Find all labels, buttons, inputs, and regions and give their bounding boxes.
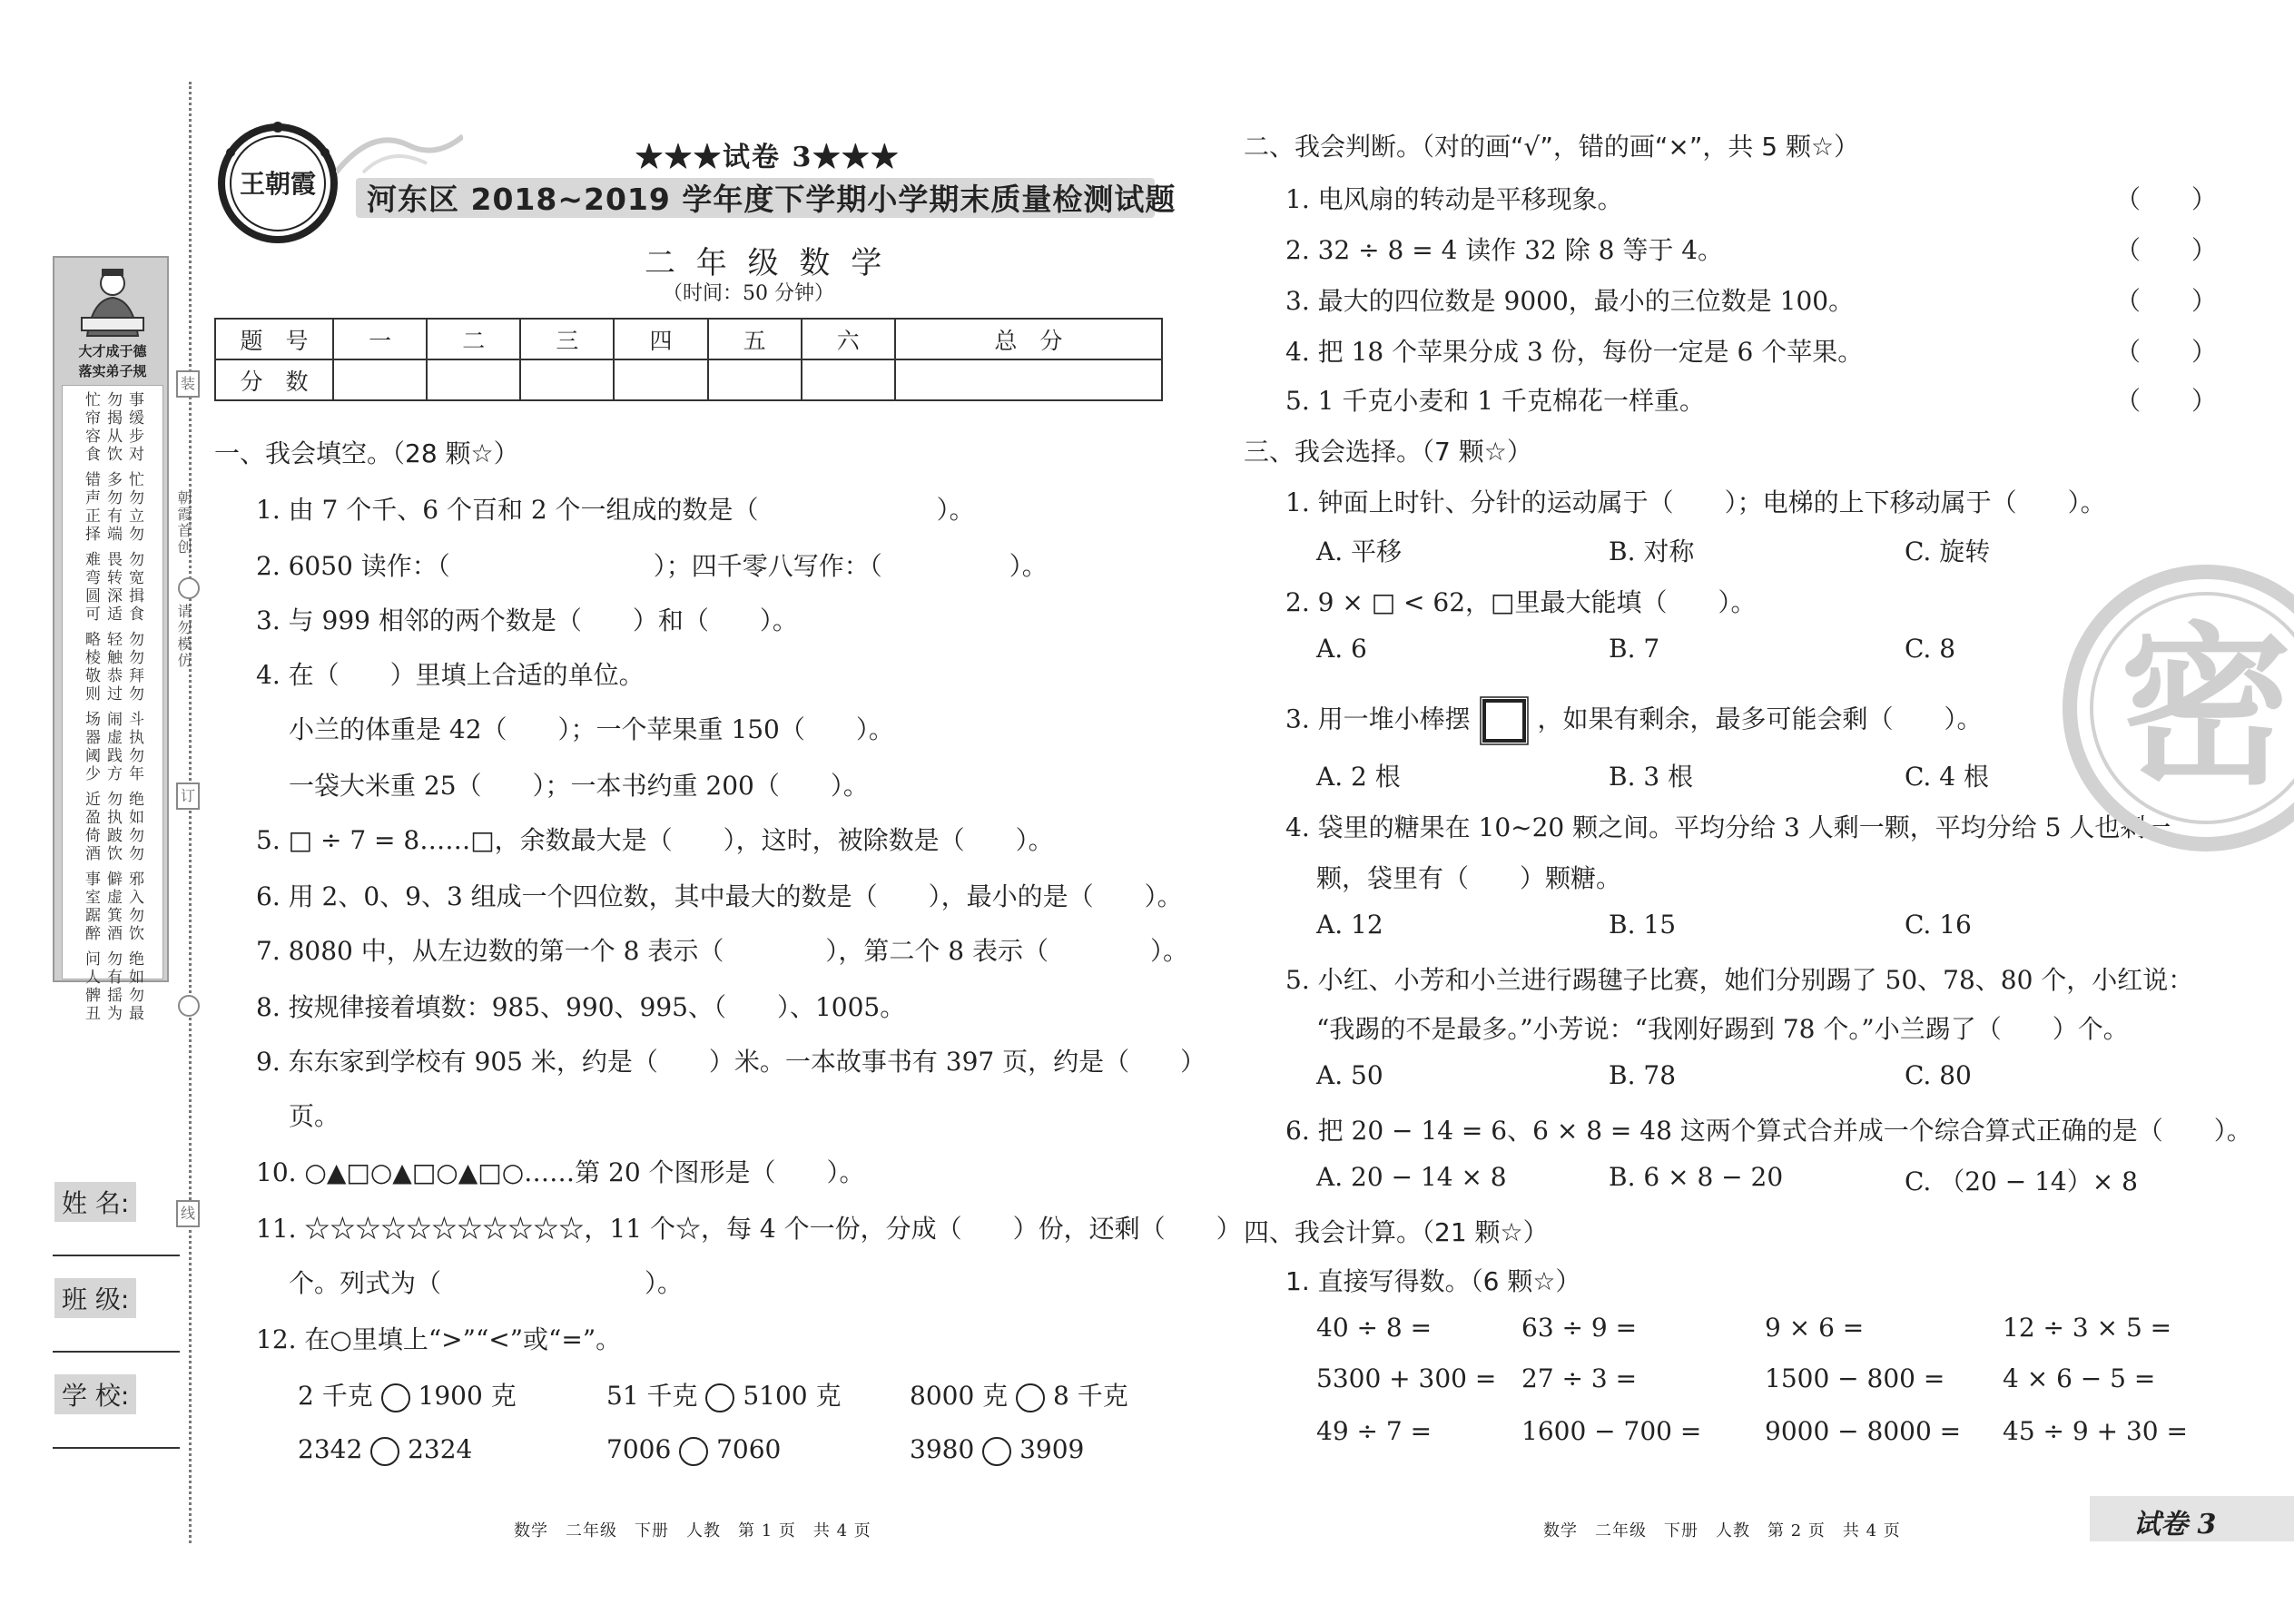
calc-item[interactable]: 12 ÷ 3 × 5 = [2003,1313,2172,1343]
choice-5-option-a[interactable]: A. 50 [1316,1060,1383,1090]
choice-question-4b: 颗，袋里有（ ）颗糖。 [1316,863,1622,893]
score-cell[interactable] [520,359,614,400]
choice-6-option-c[interactable]: C. （20 − 14）× 8 [1905,1166,2138,1196]
calc-item[interactable]: 49 ÷ 7 = [1316,1416,1433,1446]
choice-2-option-c[interactable]: C. 8 [1905,634,1956,664]
motto-panel [53,256,169,1023]
part1-question-9b: 页。 [289,1101,340,1131]
part3-heading: 三、我会选择。（7 颗☆） [1244,437,1532,467]
matchstick-square-icon [1479,695,1530,746]
judge-item-1: 1. 电风扇的转动是平移现象。 [1285,184,1623,214]
choice-question-3: 3. 用一堆小棒摆 ，如果有剩余，最多可能会剩（ ）。 [1285,695,1982,746]
choice-1-option-a[interactable]: A. 平移 [1316,536,1403,566]
part1-question-8: 8. 按规律接着填数：985、990、995、（ ）、1005。 [256,992,906,1022]
calc-item[interactable]: 27 ÷ 3 = [1521,1363,1638,1393]
score-table-score-row: 分 数 [215,359,1162,400]
compare-circle[interactable] [1016,1383,1045,1412]
score-cell[interactable] [895,359,1162,400]
part1-question-1: 1. 由 7 个千、6 个百和 2 个一组成的数是（ ）。 [256,495,975,525]
choice-4-option-c[interactable]: C. 16 [1905,910,1972,940]
footer-left: 数学 二年级 下册 人教 第 1 页 共 4 页 [514,1521,871,1540]
choice-5-option-b[interactable]: B. 78 [1609,1060,1677,1090]
ribbon-decoration-icon [336,118,463,182]
compare-circle[interactable] [705,1383,734,1412]
school-label: 学 校: [54,1374,136,1414]
choice-question-4: 4. 袋里的糖果在 10~20 颗之间。平均分给 3 人剩一颗，平均分给 5 人也剩一 [1285,812,2171,842]
part1-question-2: 2. 6050 读作：（ ）；四千零八写作：（ ）。 [256,551,1048,581]
footer-right: 数学 二年级 下册 人教 第 2 页 共 4 页 [1543,1521,1901,1540]
choice-1-option-c[interactable]: C. 旋转 [1905,536,1991,566]
calc-item[interactable]: 40 ÷ 8 = [1316,1313,1433,1343]
score-cell[interactable] [333,359,427,400]
confidential-seal-icon [2061,563,2294,853]
score-cell[interactable] [614,359,707,400]
binding-hole-2 [178,995,200,1017]
choice-question-2: 2. 9 × □ < 62，□里最大能填（ ）。 [1285,587,1757,617]
score-cell[interactable] [802,359,895,400]
choice-2-option-b[interactable]: B. 7 [1609,634,1660,664]
exam-number: ★★★试卷 3★★★ [635,142,901,173]
exam-title: 河东区 2018~2019 学年度下学期小学期末质量检测试题 [367,182,1177,217]
choice-1-option-b[interactable]: B. 对称 [1609,536,1695,566]
part1-question-9: 9. 东东家到学校有 905 米，约是（ ）米。一本故事书有 397 页，约是（ ） [256,1047,1206,1077]
compare-circle[interactable] [370,1437,399,1466]
compare-circle[interactable] [679,1437,708,1466]
judge-answer-5[interactable]: （ ） [2115,386,2218,416]
class-label: 班 级: [54,1278,136,1318]
part1-question-3: 3. 与 999 相邻的两个数是（ ）和（ ）。 [256,605,798,635]
calc-item[interactable]: 1500 − 800 = [1765,1363,1945,1393]
publisher-logo-icon [211,116,345,251]
binding-tag-2: 订 [176,782,200,810]
part1-question-4: 4. 在（ ）里填上合适的单位。 [256,660,645,690]
score-cell[interactable] [427,359,520,400]
part1-heading: 一、我会填空。（28 颗☆） [214,438,519,468]
score-table [214,318,1163,401]
calc-item[interactable]: 63 ÷ 9 = [1521,1313,1638,1343]
compare-item: 3980 3909 [910,1434,1085,1464]
motto-title: 大才成于德 落实弟子规 [78,343,147,379]
choice-2-option-a[interactable]: A. 6 [1316,634,1367,664]
choice-5-option-c[interactable]: C. 80 [1905,1060,1972,1090]
calc-item[interactable]: 9 × 6 = [1765,1313,1865,1343]
svg-text:密: 密 [2119,607,2293,808]
choice-6-option-b[interactable]: B. 6 × 8 − 20 [1609,1162,1784,1192]
part1-question-5: 5. □ ÷ 7 = 8……□，余数最大是（ ），这时，被除数是（ ）。 [256,825,1054,855]
footer-tab-label: 试卷 3 [2133,1509,2217,1540]
binding-dotted-line [189,82,192,1543]
compare-item: 2342 2324 [298,1434,473,1464]
judge-item-5: 5. 1 千克小麦和 1 千克棉花一样重。 [1285,386,1705,416]
part1-question-4a: 小兰的体重是 42（ ）；一个苹果重 150（ ）。 [289,714,894,744]
choice-3-option-c[interactable]: C. 4 根 [1905,762,1989,792]
choice-6-option-a[interactable]: A. 20 − 14 × 8 [1316,1162,1507,1192]
exam-time: （时间：50 分钟） [663,282,834,305]
part1-question-6: 6. 用 2、0、9、3 组成一个四位数，其中最大的数是（ ），最小的是（ ）。 [256,881,1183,911]
name-line[interactable] [53,1255,180,1256]
compare-circle[interactable] [381,1383,410,1412]
part1-question-12: 12. 在○里填上“>”“<”或“=”。 [256,1324,622,1354]
choice-4-option-b[interactable]: B. 15 [1609,910,1677,940]
part1-question-7: 7. 8080 中，从左边数的第一个 8 表示（ ），第二个 8 表示（ ）。 [256,936,1189,966]
judge-item-3: 3. 最大的四位数是 9000，最小的三位数是 100。 [1285,286,1855,316]
choice-question-5: 5. 小红、小芳和小兰进行踢毽子比赛，她们分别踢了 50、78、80 个，小红说： [1285,965,2194,995]
compare-item: 8000 克 8 千克 [910,1381,1128,1411]
name-label: 姓 名: [54,1182,136,1222]
choice-question-6: 6. 把 20 − 14 = 6、6 × 8 = 48 这两个算式合并成一个综合算式正确的是（ ）。 [1285,1116,2252,1146]
svg-text:王朝霞: 王朝霞 [239,169,317,199]
binding-note-1: 朝霞首创 [175,490,192,556]
part4-sub1: 1. 直接写得数。（6 颗☆） [1285,1266,1581,1296]
choice-question-1: 1. 钟面上时针、分针的运动属于（ ）；电梯的上下移动属于（ ）。 [1285,487,2106,517]
binding-note-2: 请勿模仿 [175,604,192,669]
calc-item[interactable]: 5300 + 300 = [1316,1363,1497,1393]
class-line[interactable] [53,1351,180,1353]
calc-item[interactable]: 4 × 6 − 5 = [2003,1363,2156,1393]
choice-4-option-a[interactable]: A. 12 [1316,910,1383,940]
part2-heading: 二、我会判断。（对的画“√”，错的画“×”，共 5 颗☆） [1244,132,1860,162]
judge-answer-4[interactable]: （ ） [2115,337,2218,367]
compare-item: 51 千克 5100 克 [606,1381,842,1411]
compare-circle[interactable] [982,1437,1011,1466]
choice-3-option-b[interactable]: B. 3 根 [1609,762,1694,792]
part1-question-4b: 一袋大米重 25（ ）；一本书约重 200（ ）。 [289,771,869,801]
scholar-icon [74,263,151,340]
judge-item-2: 2. 32 ÷ 8 = 4 读作 32 除 8 等于 4。 [1285,235,1724,265]
exam-subject: 二 年 级 数 学 [645,245,888,281]
judge-answer-3[interactable]: （ ） [2115,286,2218,316]
part1-question-10: 10. ○▲□○▲□○▲□○……第 20 个图形是（ ）。 [256,1157,865,1187]
score-table-header-row: 题 号 一 二 三 四 五 六 总 分 [215,319,1162,359]
choice-3-option-a[interactable]: A. 2 根 [1316,762,1401,792]
judge-item-4: 4. 把 18 个苹果分成 3 份，每份一定是 6 个苹果。 [1285,337,1864,367]
binding-hole-1 [178,577,200,599]
compare-item: 7006 7060 [606,1434,782,1464]
compare-item: 2 千克 1900 克 [298,1381,517,1411]
judge-answer-1[interactable]: （ ） [2115,184,2218,214]
calc-item[interactable]: 9000 − 8000 = [1765,1416,1962,1446]
motto-columns: 事缓步对 勿揭从饮 忙帘容食 忙勿立勿 多勿有端 错声正择 勿宽揖食 畏转深适 难弯圆可 勿勿拜勿 轻触恭过 略棱敬则 斗执勿年 闹虚践方 场器阈少 绝如勿勿 勿执跛饮 近盈倚酒 邪入勿饮 僻虚箕酒 事室踞醉 绝如勿最 勿有揺为 问人髀丑 [62,385,163,979]
binding-tag-3: 线 [176,1200,200,1227]
binding-tag-1: 装 [176,370,200,398]
part1-question-11b: 个。列式为（ ）。 [289,1268,684,1298]
judge-answer-2[interactable]: （ ） [2115,235,2218,265]
part1-question-11: 11. ☆☆☆☆☆☆☆☆☆☆☆，11 个☆，每 4 个一份，分成（ ）份，还剩（ ） [256,1214,1242,1244]
choice-question-5b: “我踢的不是最多。”小芳说：“我刚好踢到 78 个。”小兰踢了（ ）个。 [1316,1014,2129,1044]
school-line[interactable] [53,1447,180,1449]
part4-heading: 四、我会计算。（21 颗☆） [1244,1217,1549,1247]
calc-item[interactable]: 45 ÷ 9 + 30 = [2003,1416,2188,1446]
score-cell[interactable] [708,359,802,400]
calc-item[interactable]: 1600 − 700 = [1521,1416,1702,1446]
